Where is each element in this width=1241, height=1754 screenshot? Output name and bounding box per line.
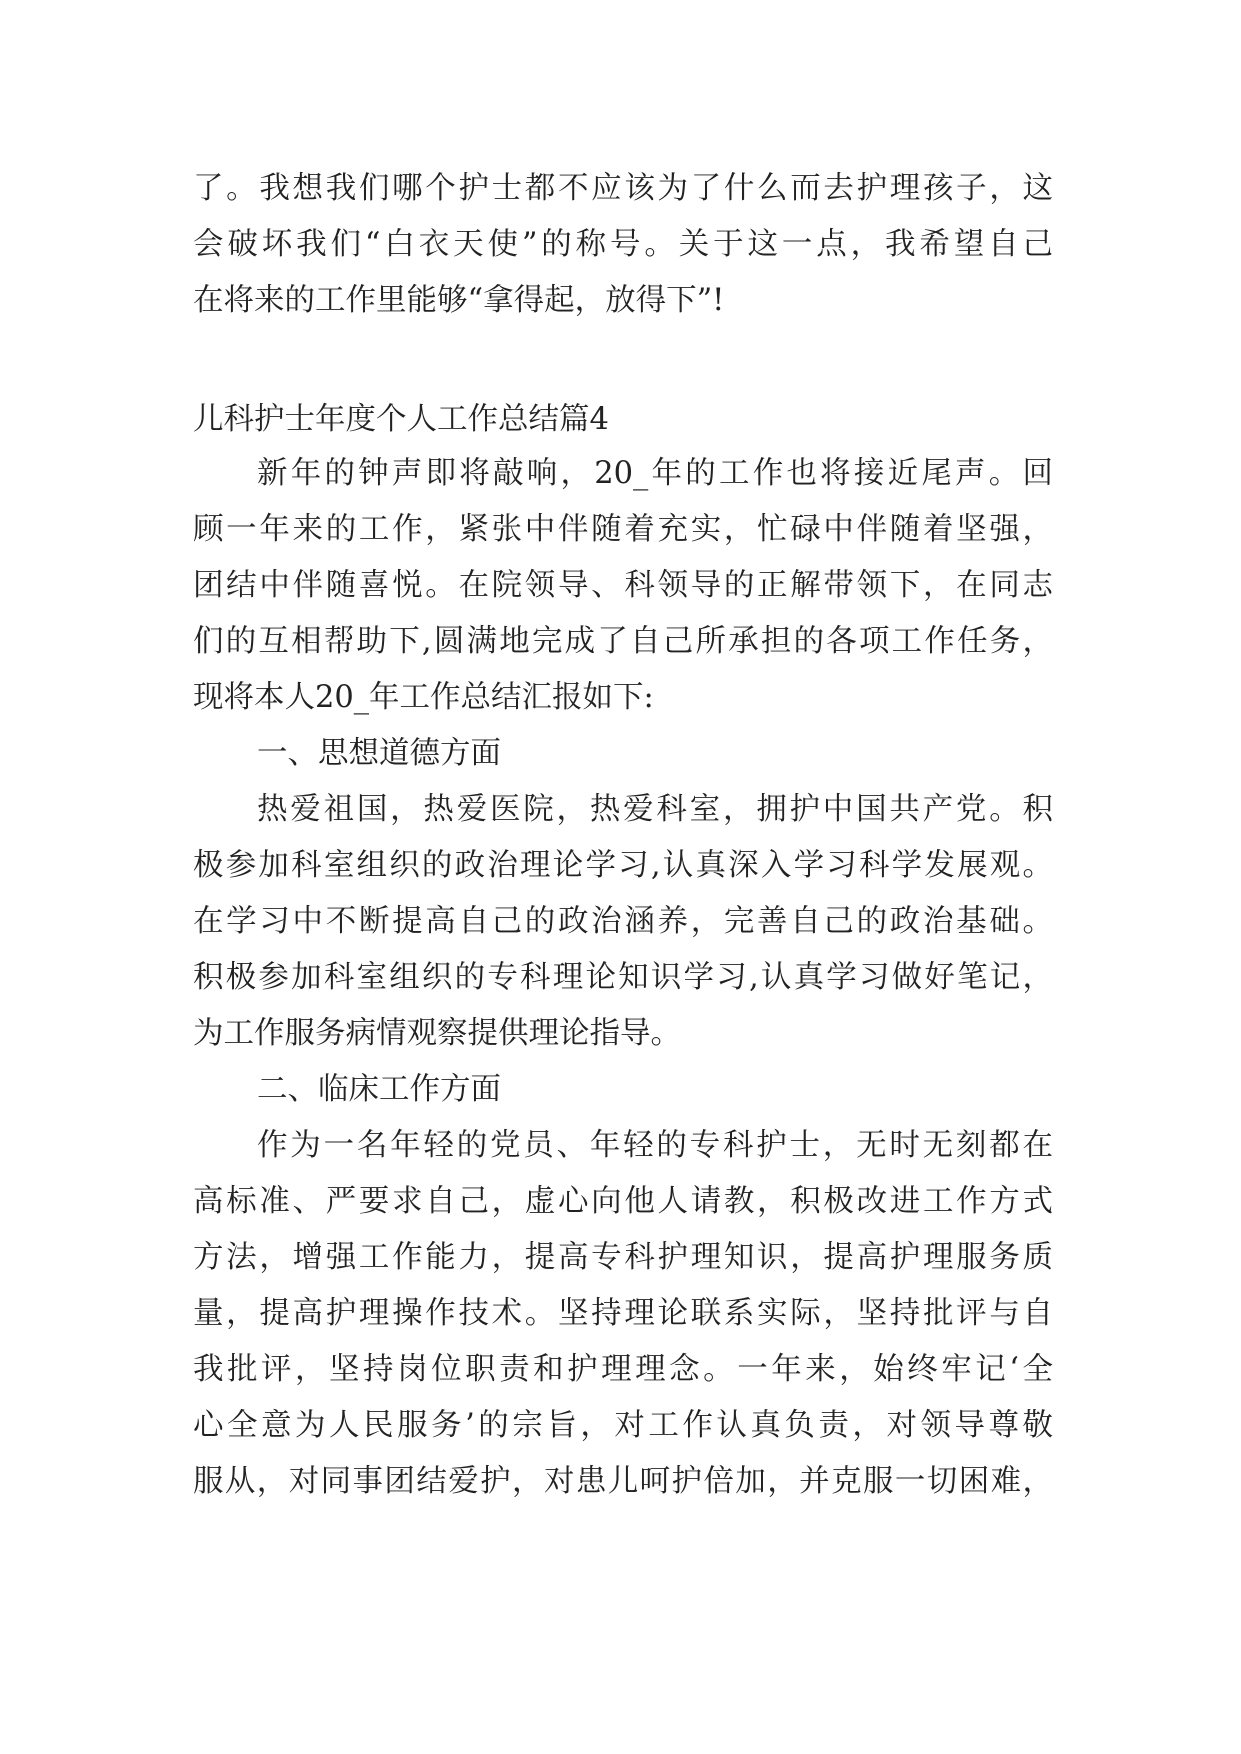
text-line: 高标准、严要求自己，虚心向他人请教，积极改进工作方式 — [193, 1184, 1053, 1219]
text-line: 极参加科室组织的政治理论学习,认真深入学习科学发展观。 — [193, 848, 1053, 883]
paragraph-first-line: 作为一名年轻的党员、年轻的专科护士，无时无刻都在 — [257, 1128, 1053, 1163]
paragraph-first-line: 热爱祖国，热爱医院，热爱科室，拥护中国共产党。积 — [257, 792, 1053, 827]
text-line: 积极参加科室组织的专科理论知识学习,认真学习做好笔记， — [193, 960, 1053, 995]
text-line: 现将本人20_年工作总结汇报如下: — [193, 680, 654, 715]
text-line: 服从，对同事团结爱护，对患儿呵护倍加，并克服一切困难， — [193, 1464, 1053, 1499]
text-line: 量，提高护理操作技术。坚持理论联系实际，坚持批评与自 — [193, 1296, 1053, 1331]
text-line: 在学习中不断提高自己的政治涵养，完善自己的政治基础。 — [193, 904, 1053, 939]
text-line: 顾一年来的工作，紧张中伴随着充实，忙碌中伴随着坚强， — [193, 512, 1053, 547]
subsection-heading: 二、临床工作方面 — [257, 1072, 501, 1107]
section-heading: 儿科护士年度个人工作总结篇4 — [193, 402, 609, 437]
text-line: 了。我想我们哪个护士都不应该为了什么而去护理孩子，这 — [193, 171, 1053, 206]
text-line: 会破坏我们“白衣天使”的称号。关于这一点，我希望自己 — [193, 227, 1053, 262]
text-line: 方法，增强工作能力，提高专科护理知识，提高护理服务质 — [193, 1240, 1053, 1275]
text-line: 为工作服务病情观察提供理论指导。 — [193, 1016, 681, 1051]
text-line: 心全意为人民服务’的宗旨，对工作认真负责，对领导尊敬 — [193, 1408, 1053, 1443]
text-line: 团结中伴随喜悦。在院领导、科领导的正解带领下，在同志 — [193, 568, 1053, 603]
text-line: 们的互相帮助下,圆满地完成了自己所承担的各项工作任务， — [193, 624, 1053, 659]
text-line: 我批评，坚持岗位职责和护理理念。一年来，始终牢记‘全 — [193, 1352, 1053, 1387]
subsection-heading: 一、思想道德方面 — [257, 736, 501, 771]
paragraph-first-line: 新年的钟声即将敲响，20_年的工作也将接近尾声。回 — [257, 456, 1053, 491]
text-line: 在将来的工作里能够“拿得起，放得下”! — [193, 283, 725, 318]
